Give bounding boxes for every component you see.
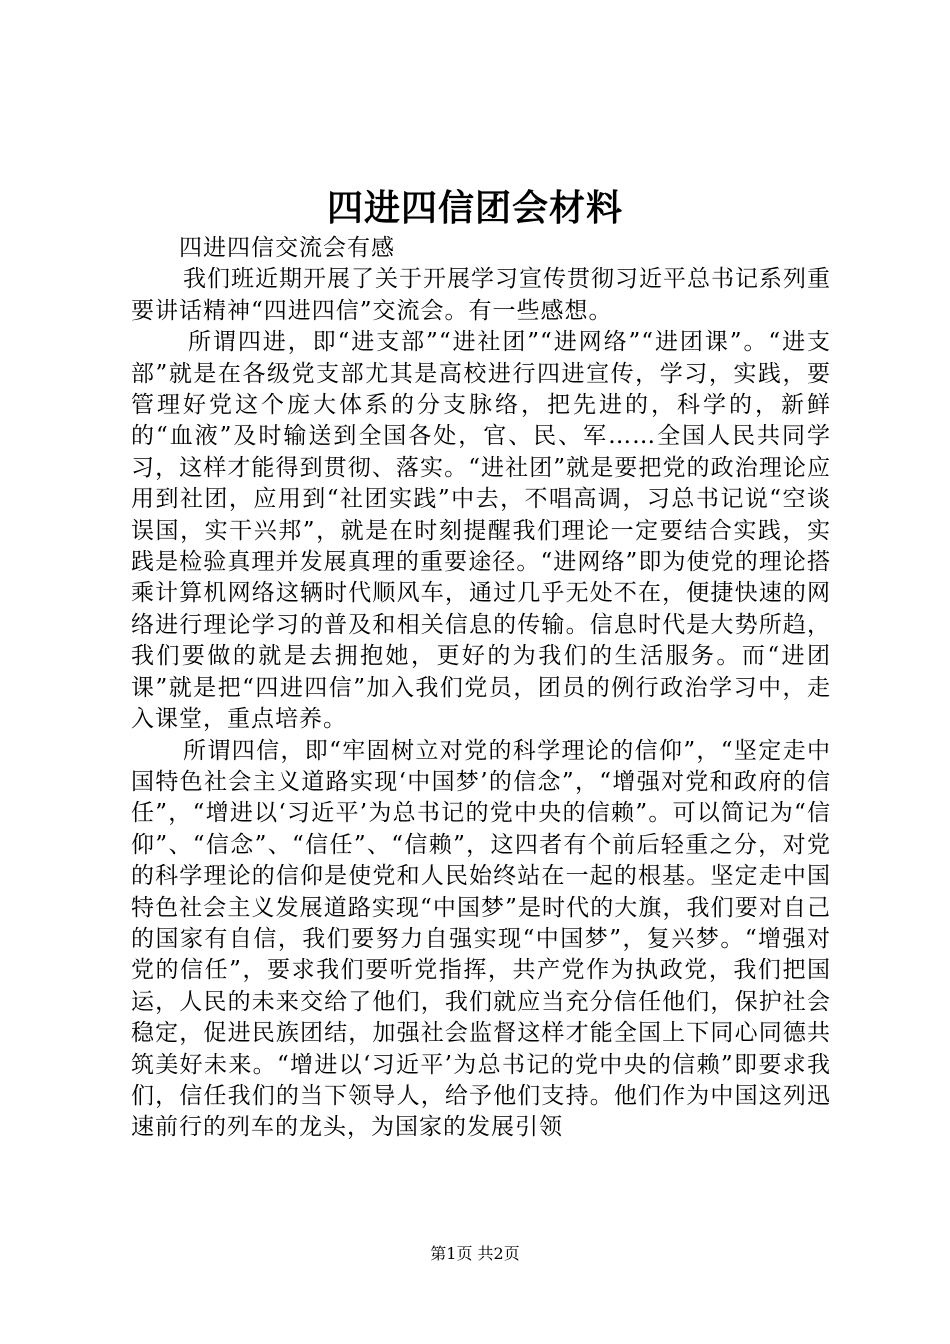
document-subtitle: 四进四信交流会有感 [179, 235, 395, 261]
paragraph-four-xin: 所谓四信，即“牢固树立对党的科学理论的信仰”，“坚定走中国特色社会主义道路实现‘中国梦’的信念”，“增强对党和政府的信任”，“增进以‘习近平’为总书记的党中央的信赖”。可以简记为“信仰”、“信念”、“信任”、“信赖”，这四者有个前后轻重之分，对党的科学理论的信仰是使党和人民始终站在一起的根基。坚定走中国特色社会主义发展道路实现“中国梦”是时代的大旗，我们要对自己的国家有自信，我们要努力自强实现“中国梦”，复兴梦。“增强对党的信任”，要求我们要听党指挥，共产党作为执政党，我们把国运，人民的未来交给了他们，我们就应当充分信任他们，保护社会稳定，促进民族团结，加强社会监督这样才能全国上下同心同德共筑美好未来。“增进以‘习近平’为总书记的党中央的信赖”即要求我们，信任我们的当下领导人，给予他们支持。他们作为中国这列迅速前行的列车的龙头，为国家的发展引领 [131, 737, 831, 1141]
document-title: 四进四信团会材料 [326, 187, 623, 229]
document-body [131, 233, 831, 1144]
page-number-footer: 第1页 共2页 [430, 1244, 520, 1263]
paragraph-intro: 我们班近期开展了关于开展学习宣传贯彻习近平总书记系列重要讲话精神“四进四信”交流会。有一些感想。 [131, 266, 831, 324]
paragraph-four-jin: 所谓四进，即“进支部”“进社团”“进网络”“进团课”。“进支部”就是在各级党支部尤其是高校进行四进宣传，学习，实践，要管理好党这个庞大体系的分支脉络，把先进的，科学的，新鲜的“血液”及时输送到全国各处，官、民、军……全国人民共同学习，这样才能得到贯彻、落实。“进社团”就是要把党的政治理论应用到社团，应用到“社团实践”中去，不唱高调，习总书记说“空谈误国，实干兴邦”，就是在时刻提醒我们理论一定要结合实践，实践是检验真理并发展真理的重要途径。“进网络”即为使党的理论搭乘计算机网络这辆时代顺风车，通过几乎无处不在，便捷快速的网络进行理论学习的普及和相关信息的传输。信息时代是大势所趋，我们要做的就是去拥抱她，更好的为我们的生活服务。而“进团课”就是把“四进四信”加入我们党员，团员的例行政治学习中，走入课堂，重点培养。 [131, 329, 831, 733]
